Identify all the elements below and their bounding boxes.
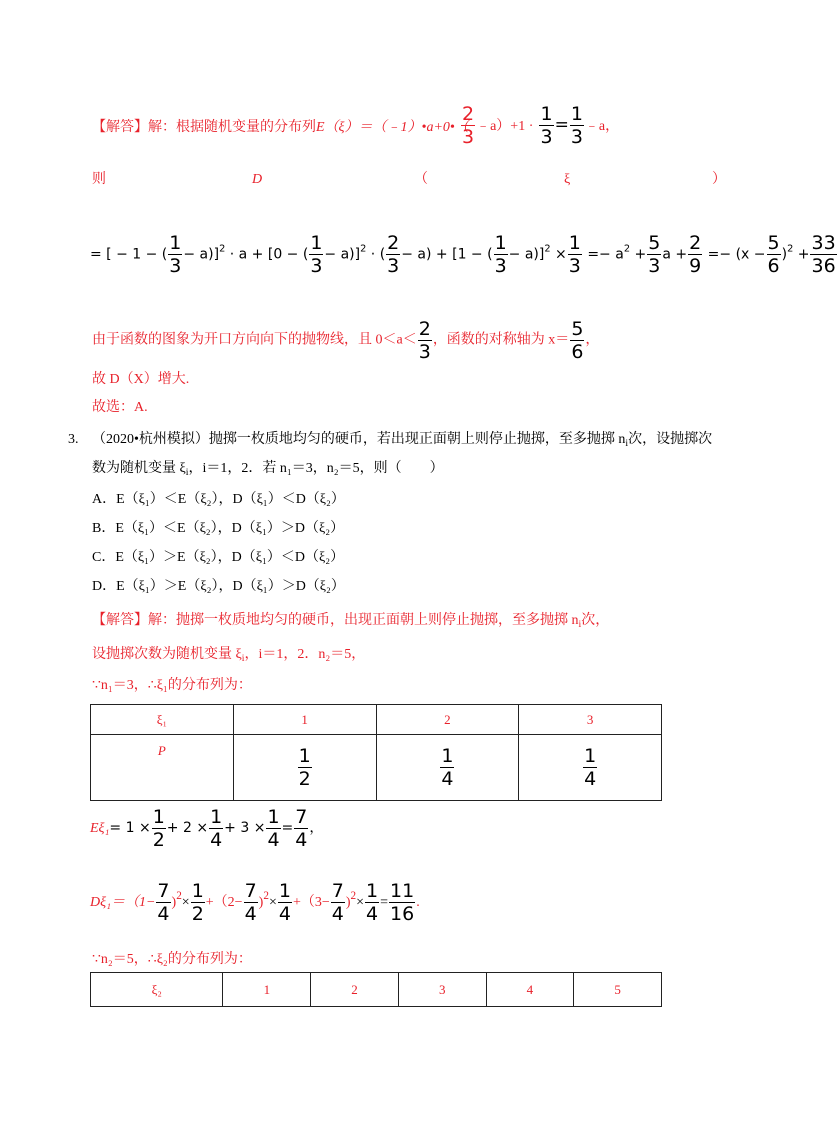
solution3-line-n2: ∵n₂＝5，∴ξ₂的分布列为： — [92, 952, 252, 967]
solution-line-5: 故 D（X）增大. — [92, 372, 190, 387]
variance-line: Dξ₁＝（1− $\frac{7}{4}$ )$^2$× $\frac{1}{2}$ +（2− $\frac{7}{4}$ )$^2$× $\frac{1}{4}$ +（3− $\frac{7}{4}$ )$^2$× $\frac{1}{4}$ = $\frac{11}{16}$ . — [90, 880, 420, 925]
table-cell: 3 — [398, 973, 486, 1007]
answer-label: 【解答】 — [92, 613, 148, 628]
distribution-table-xi1 — [90, 704, 662, 801]
distribution-table-xi2 — [90, 972, 662, 1007]
solution3-line-1: 【解答】解：抛掷一枚质地均匀的硬币，出现正面朝上则停止抛掷，至多抛掷 $n_i$次， — [92, 613, 610, 630]
question-number: 3. — [68, 432, 79, 447]
question-stem-line-1: （2020•杭州模拟）抛掷一枚质地均匀的硬币，若出现正面朝上则停止抛掷，至多抛掷 $n_i$次，设抛掷次 — [92, 432, 713, 449]
option-c: C．E（ξ₁）＞E（ξ₂），D（ξ₁）＜D（ξ₂） — [92, 550, 345, 565]
solution-line-1: 【解答】解：根据随机变量的分布列E（ξ）＝（﹣1）•a+0•（ — [92, 120, 469, 135]
option-b: B．E（ξ₁）＜E（ξ₂），D（ξ₁）＞D（ξ₂） — [92, 521, 345, 536]
table-header-row — [91, 973, 662, 1007]
table-cell: ξ₂ — [91, 973, 223, 1007]
table-cell: $\frac{1}{4}$ — [376, 735, 519, 801]
table-cell: 4 — [486, 973, 574, 1007]
table-cell: 2 — [311, 973, 399, 1007]
question-stem-line-2: 数为随机变量 $\xi_i$，i＝1，2．若 n₁＝3，n₂＝5，则（ ） — [92, 461, 444, 478]
option-a: A．E（ξ₁）＜E（ξ₂），D（ξ₁）＜D（ξ₂） — [92, 492, 345, 507]
solution3-line-3: ∵n₁＝3，∴ξ₁的分布列为： — [92, 678, 252, 693]
table-cell: 5 — [574, 973, 662, 1007]
table-cell: ξ₁ — [91, 705, 234, 735]
table-cell: 3 — [519, 705, 662, 735]
table-cell: 2 — [376, 705, 519, 735]
solution-line-6: 故选：A. — [92, 400, 148, 415]
table-row — [91, 735, 662, 801]
expectation-line: Eξ₁= 1 × $\frac{1}{2}$ + 2 × $\frac{1}{4}$ + 3 × $\frac{1}{4}$ = $\frac{7}{4}$ ， — [90, 806, 324, 851]
answer-label: 【解答】 — [92, 120, 148, 135]
table-cell: P — [91, 735, 234, 801]
table-cell: $\frac{1}{4}$ — [519, 735, 662, 801]
table-cell: $\frac{1}{2}$ — [233, 735, 376, 801]
solution-line-1-math: $\frac{2}{3}$ ﹣a）+1 · $\frac{1}{3}$ = $\frac{1}{3}$ ﹣a， — [462, 103, 620, 148]
option-d: D．E（ξ₁）＞E（ξ₂），D（ξ₁）＞D（ξ₂） — [92, 579, 345, 594]
table-cell: 1 — [223, 973, 311, 1007]
table-cell: 1 — [233, 705, 376, 735]
variance-expression: = [ − 1 − ( $\frac{1}{3}$ − a)]$^2$ · a + [0 − ( $\frac{1}{3}$ − a)]$^2$ · ( $\frac{2}{3}$ − a) + [1 − ( $\frac{1}{3}$ − a)]$^2$ × $\frac{1}{3}$ =− $a^2$ + $\frac{5}{3}$ a + $\frac{2}{9}$ =− (x − $\frac{5}{6}$ )$^2$ + $\frac{33}{36}$ — [90, 232, 836, 277]
table-header-row — [91, 705, 662, 735]
solution3-line-2: 设抛掷次数为随机变量 $\xi_i$，i＝1，2．n₂＝5， — [92, 647, 366, 664]
solution-line-4: 由于函数的图象为开口方向向下的抛物线，且 0＜a＜ $\frac{2}{3}$ ，函数的对称轴为 x＝ $\frac{5}{6}$ ， — [92, 318, 600, 363]
